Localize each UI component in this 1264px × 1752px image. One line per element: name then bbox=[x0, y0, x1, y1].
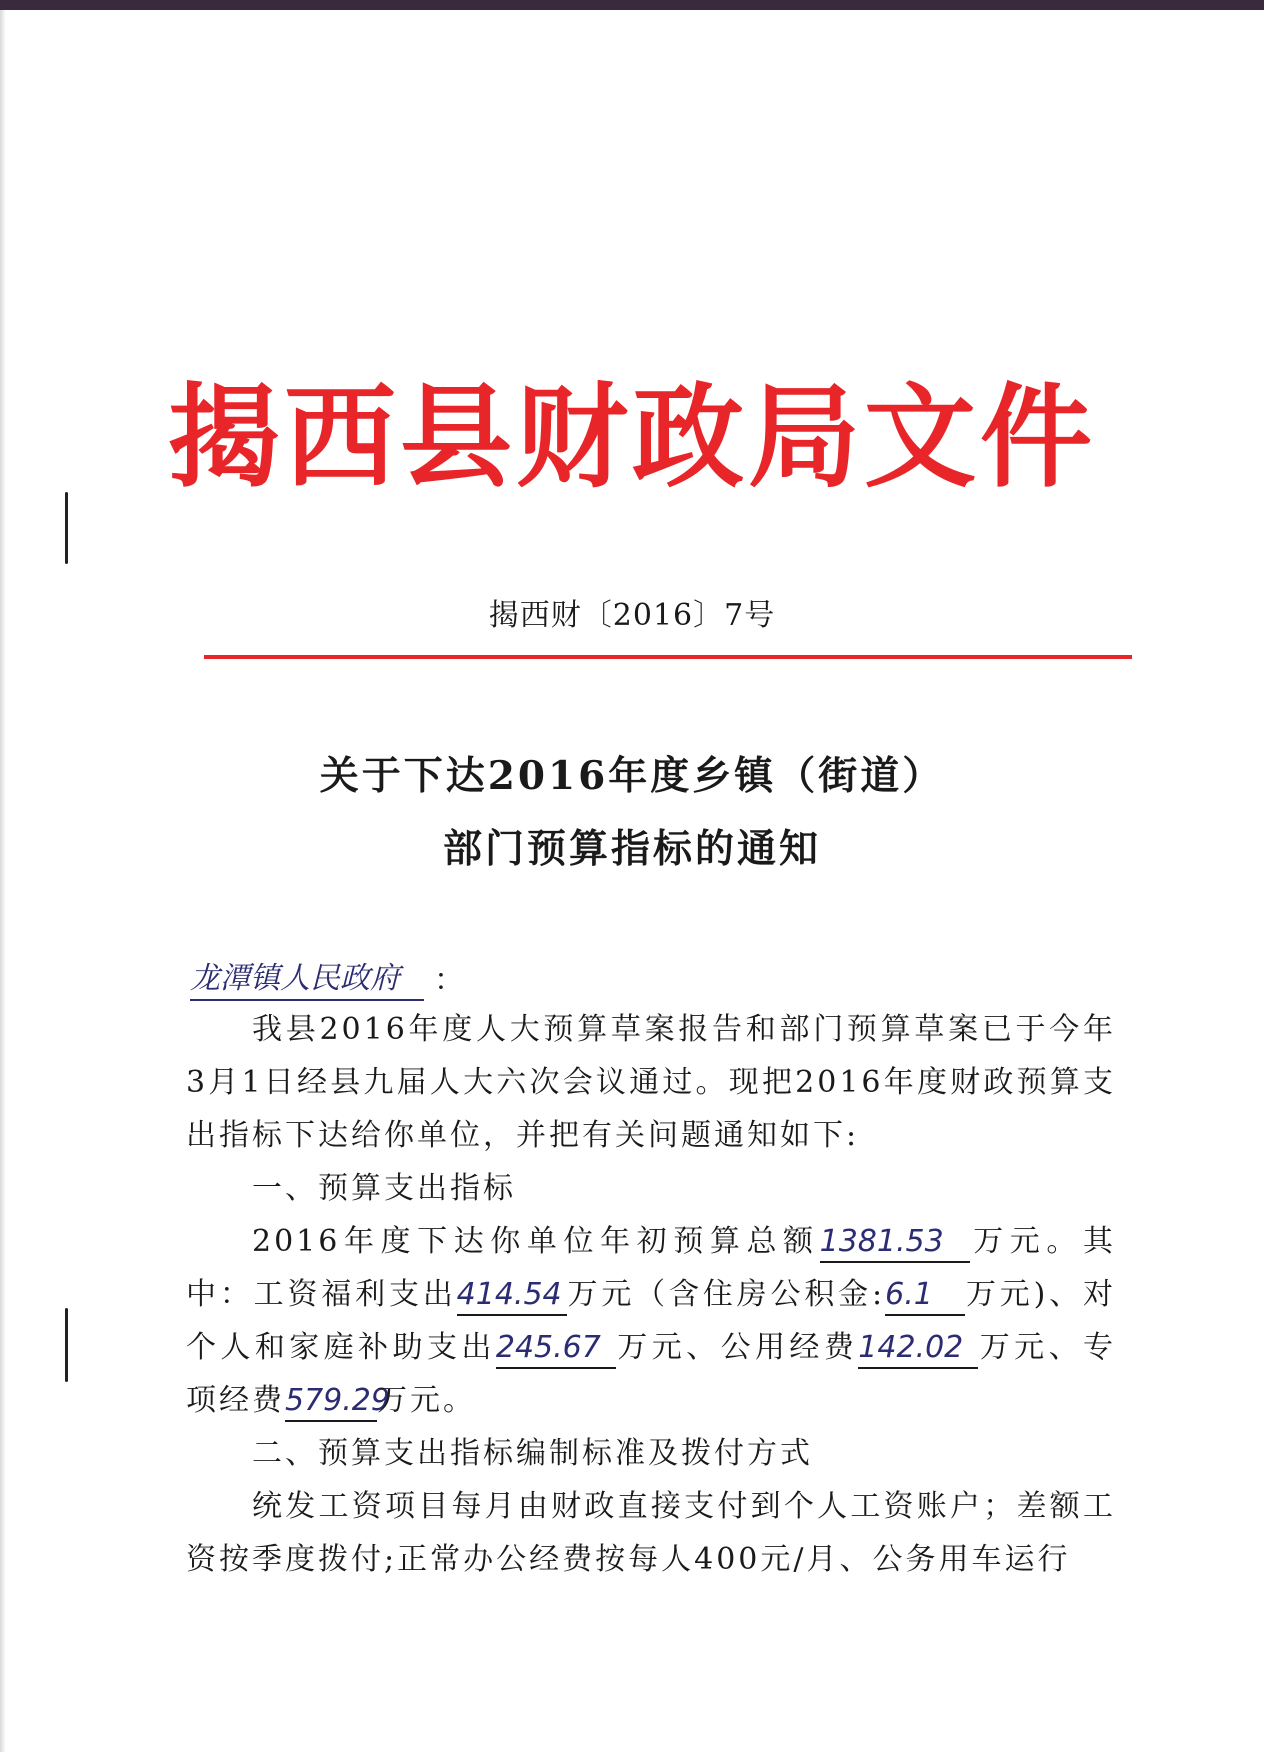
staple-mark bbox=[65, 1308, 68, 1382]
red-divider bbox=[204, 655, 1132, 659]
public-expense-field: 142.02 bbox=[858, 1329, 978, 1369]
intro-paragraph: 我县2016年度人大预算草案报告和部门预算草案已于今年3月1日经县九届人大六次会议通过。现把2016年度财政预算支出指标下达给你单位，并把有关问题通知如下: bbox=[186, 1012, 1116, 1153]
document-body bbox=[186, 1003, 1116, 1586]
housing-fund-field: 6.1 bbox=[885, 1276, 965, 1316]
notice-title-line-2: 部门预算指标的通知 bbox=[442, 826, 821, 872]
salary-welfare-field: 414.54 bbox=[457, 1276, 567, 1316]
section-1-heading: 一、预算支出指标 bbox=[252, 1171, 516, 1206]
addressee bbox=[190, 955, 464, 1001]
special-expense-field: 579.29 bbox=[285, 1382, 377, 1422]
document-header-title: 揭西县财政局文件 bbox=[168, 372, 1096, 503]
payment-paragraph: 统发工资项目每月由财政直接支付到个人工资账户；差额工资按季度拨付;正常办公经费按每人400元/月、公务用车运行 bbox=[186, 1489, 1116, 1577]
budget-paragraph: 2016年度下达你单位年初预算总额1381.53 万元。其中：工资福利支出414.54 万元（含住房公积金:6.1 万元)、对个人和家庭补助支出245.67 万元、公用经费142.02 万元、专项经费579.29万元。 bbox=[186, 1215, 1116, 1427]
addressee-name: 龙潭镇人民政府 bbox=[190, 959, 424, 1001]
family-subsidy-field: 245.67 bbox=[496, 1329, 616, 1369]
scan-top-border bbox=[0, 0, 1264, 10]
scan-left-edge bbox=[0, 10, 6, 1752]
total-budget-field: 1381.53 bbox=[820, 1223, 970, 1263]
addressee-colon: ： bbox=[434, 963, 464, 998]
notice-title-line-1: 关于下达2016年度乡镇（街道） bbox=[319, 753, 945, 799]
section-2-heading: 二、预算支出指标编制标准及拨付方式 bbox=[252, 1436, 813, 1471]
document-number: 揭西财〔2016〕7号 bbox=[488, 598, 776, 633]
